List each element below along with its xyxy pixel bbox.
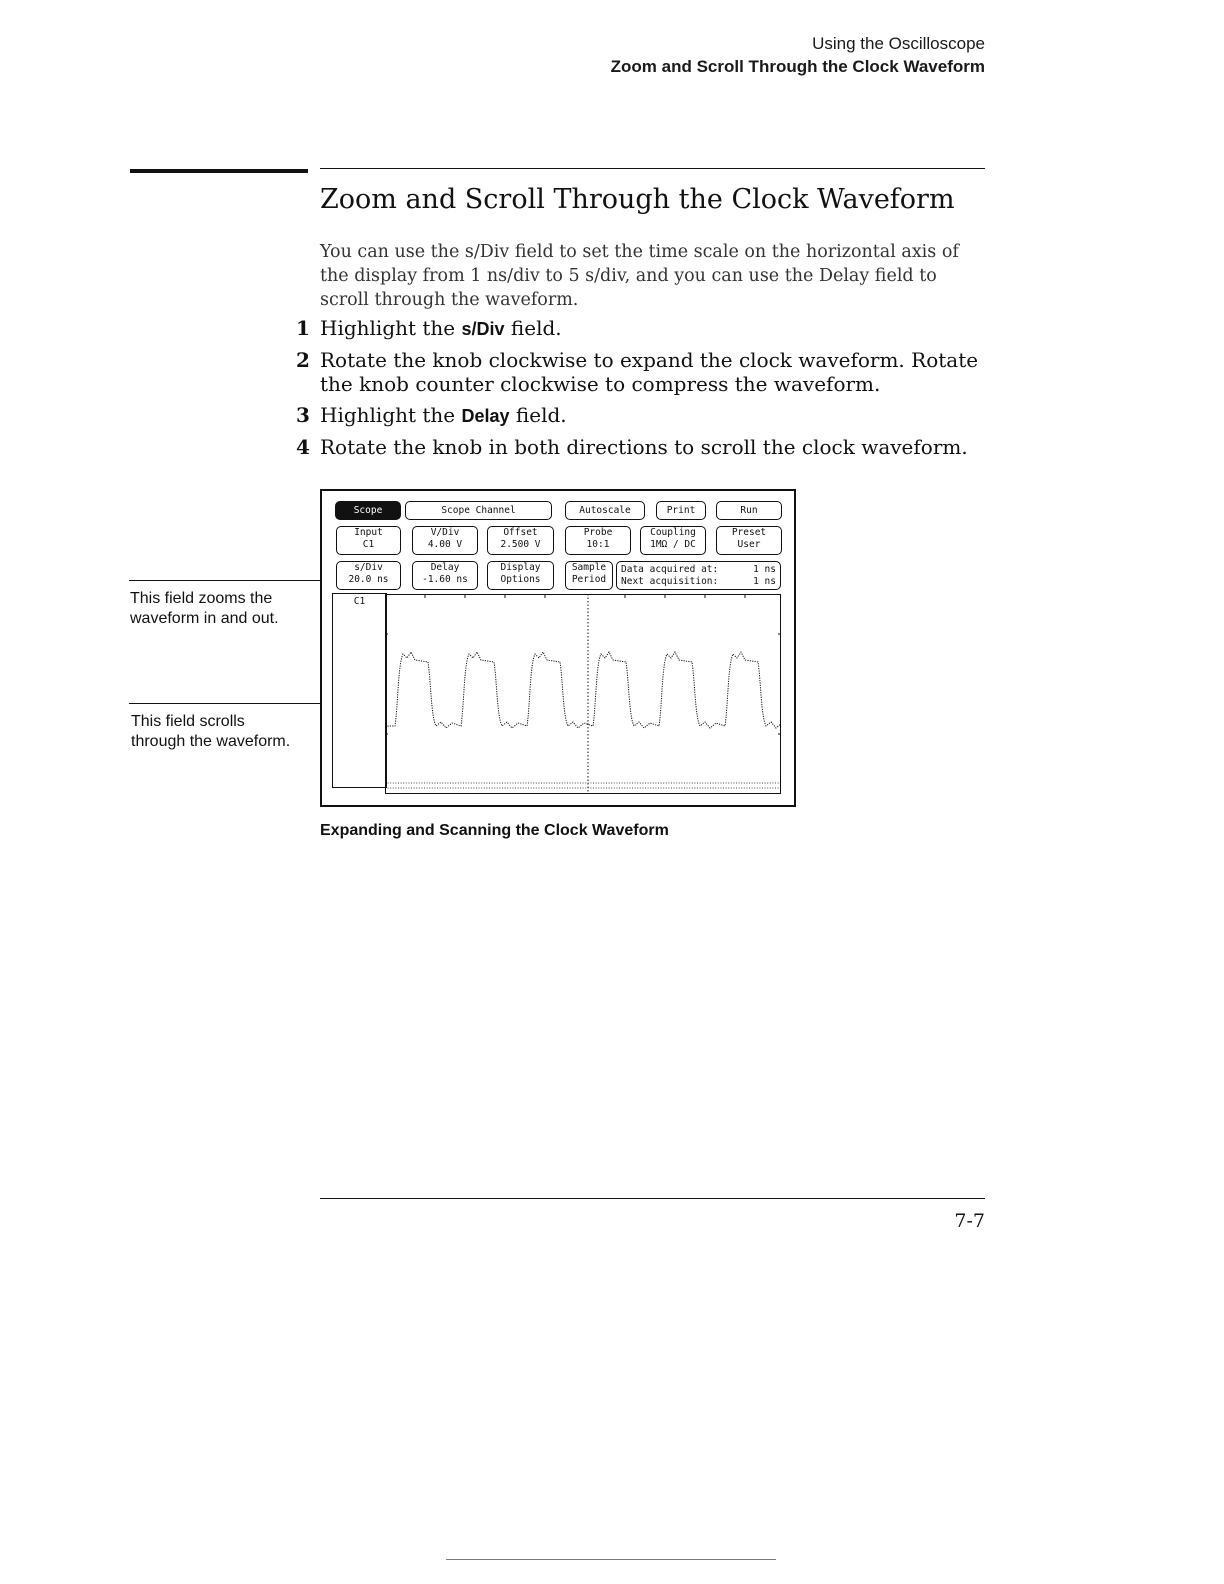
callout-line: through the waveform. xyxy=(131,733,291,750)
probe-field[interactable] xyxy=(565,526,631,555)
page-number: 7-7 xyxy=(954,1210,985,1232)
input-field[interactable] xyxy=(336,526,401,555)
autoscale-button[interactable] xyxy=(565,501,645,520)
sdiv-field[interactable] xyxy=(336,561,401,590)
bottom-link-underline[interactable] xyxy=(446,1559,776,1560)
field-value: Options xyxy=(500,574,541,585)
field-value: -1.60 ns xyxy=(422,574,468,585)
callout-line: This field scrolls xyxy=(131,713,245,730)
field-value: 1MΩ / DC xyxy=(650,539,696,550)
button-label: Print xyxy=(666,504,696,516)
scope-channel-button[interactable] xyxy=(405,501,552,520)
field-value: C1 xyxy=(362,539,375,550)
button-label: Scope xyxy=(353,504,383,516)
section-title: Zoom and Scroll Through the Clock Waveform xyxy=(320,184,955,215)
channel-label: C1 xyxy=(353,596,366,607)
waveform-display xyxy=(385,594,781,794)
run-button[interactable] xyxy=(716,501,782,520)
callout-line: waveform in and out. xyxy=(130,610,279,627)
field-label: Offset xyxy=(503,527,538,538)
field-value: User xyxy=(737,539,761,550)
preset-field[interactable] xyxy=(716,526,782,555)
running-head-chapter: Using the Oscilloscope xyxy=(812,34,985,53)
scope-menu-button[interactable] xyxy=(335,501,401,520)
clock-waveform-trace xyxy=(385,652,781,728)
field-label: Delay xyxy=(430,562,460,573)
field-label: Coupling xyxy=(650,527,696,538)
step-keyword: Delay xyxy=(461,406,510,426)
acq-label: Data acquired at: xyxy=(621,564,719,575)
display-options-field[interactable] xyxy=(487,561,554,590)
field-value: 10:1 xyxy=(586,539,610,550)
field-label: Probe xyxy=(583,527,613,538)
step-text: field. xyxy=(509,403,567,427)
field-value: 20.0 ns xyxy=(348,574,389,585)
acq-value: 1 ns xyxy=(753,564,776,575)
field-label: Display xyxy=(500,562,541,573)
step-item xyxy=(290,435,990,459)
running-head xyxy=(611,32,985,78)
step-number: 4 xyxy=(296,435,310,459)
footer-rule xyxy=(320,1198,985,1199)
tick-marks xyxy=(385,594,781,734)
acq-value: 1 ns xyxy=(753,576,776,587)
acq-label: Next acquisition: xyxy=(621,576,719,587)
step-text: field. xyxy=(504,316,562,340)
running-head-section: Zoom and Scroll Through the Clock Waveform xyxy=(610,57,985,76)
step-item xyxy=(290,348,990,396)
step-text: Highlight the xyxy=(320,316,462,340)
oscilloscope-screen xyxy=(320,489,796,807)
acquisition-row xyxy=(621,576,776,588)
step-number: 1 xyxy=(296,316,310,340)
plot-border xyxy=(386,595,781,794)
section-rule-thick xyxy=(130,169,308,173)
step-number: 2 xyxy=(296,348,310,372)
button-label: Run xyxy=(740,504,758,516)
step-item xyxy=(290,316,990,341)
vdiv-field[interactable] xyxy=(412,526,478,555)
field-label: Sample xyxy=(571,562,607,573)
field-label: V/Div xyxy=(430,527,460,538)
field-value: 4.00 V xyxy=(427,539,463,550)
coupling-field[interactable] xyxy=(640,526,706,555)
field-label: Input xyxy=(354,527,383,538)
delay-field[interactable] xyxy=(412,561,478,590)
acquisition-info xyxy=(616,561,781,590)
step-text: Rotate the knob in both directions to scroll the clock waveform. xyxy=(320,435,968,459)
step-text: Highlight the xyxy=(320,403,462,427)
field-label: s/Div xyxy=(354,562,383,573)
figure-caption: Expanding and Scanning the Clock Waveform xyxy=(320,822,669,839)
channel-label-box xyxy=(332,593,387,788)
field-value: Period xyxy=(571,574,607,585)
step-item xyxy=(290,403,990,428)
step-keyword: s/Div xyxy=(461,319,505,339)
step-list xyxy=(290,316,990,466)
section-rule-thin xyxy=(320,168,985,169)
intro-paragraph: You can use the s/Div field to set the time scale on the horizontal axis of the display from 1 ns/div to 5 s/div, and you can use the Delay field to scroll through the waveform. xyxy=(320,242,959,310)
sample-period-field[interactable] xyxy=(565,561,613,590)
field-label: Preset xyxy=(731,527,767,538)
field-value: 2.500 V xyxy=(500,539,541,550)
offset-field[interactable] xyxy=(487,526,554,555)
button-label: Autoscale xyxy=(579,504,631,516)
callout-zoom xyxy=(130,589,279,629)
step-text: Rotate the knob clockwise to expand the clock waveform. Rotate the knob counter clockwise to compress the waveform. xyxy=(320,348,979,396)
callout-line: This field zooms the xyxy=(130,590,273,607)
button-label: Scope Channel xyxy=(441,504,516,516)
callout-scroll xyxy=(131,712,290,752)
print-button[interactable] xyxy=(656,501,706,520)
step-number: 3 xyxy=(296,403,310,427)
acquisition-row xyxy=(621,564,776,576)
